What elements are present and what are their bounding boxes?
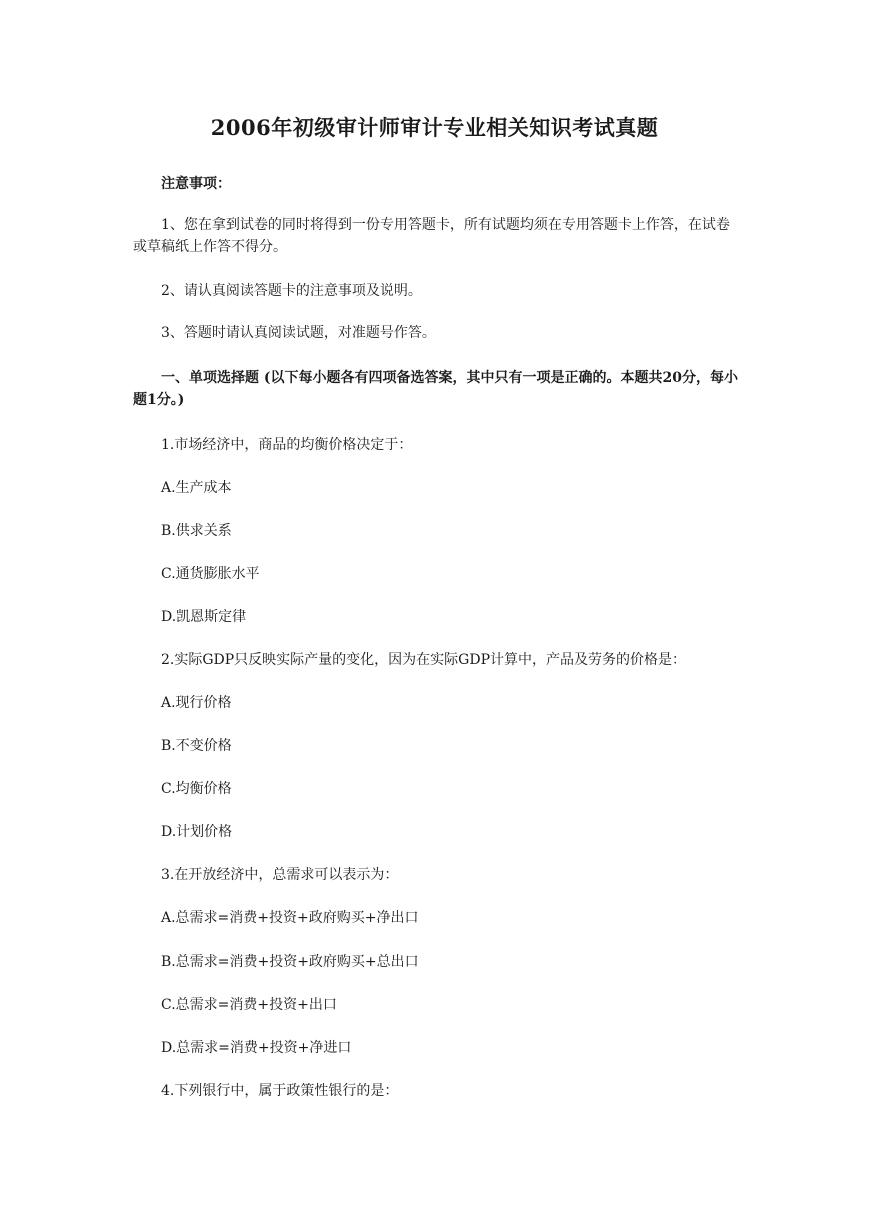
question-option: C.通货膨胀水平 <box>161 566 260 582</box>
question-option: A.总需求=消费+投资+政府购买+净出口 <box>161 910 419 926</box>
question-option: B.总需求=消费+投资+政府购买+总出口 <box>161 954 419 970</box>
question-option: A.生产成本 <box>161 480 232 496</box>
section-heading: 一、单项选择题 (以下每小题各有四项备选答案，其中只有一项是正确的。本题共20分，每小题1分。) <box>133 370 738 408</box>
question-option: B.不变价格 <box>161 738 232 754</box>
notice-item: 2、请认真阅读答题卡的注意事项及说明。 <box>161 283 422 299</box>
question-stem: 1.市场经济中，商品的均衡价格决定于： <box>161 437 413 453</box>
question-stem: 4.下列银行中，属于政策性银行的是： <box>161 1083 399 1099</box>
question-stem: 3.在开放经济中，总需求可以表示为： <box>161 867 399 883</box>
question-option: C.均衡价格 <box>161 781 232 797</box>
notice-heading: 注意事项： <box>161 176 231 192</box>
question-stem: 2.实际GDP只反映实际产量的变化，因为在实际GDP计算中，产品及劳务的价格是： <box>161 652 687 668</box>
question-option: D.总需求=消费+投资+净进口 <box>161 1040 352 1056</box>
notice-item: 1、您在拿到试卷的同时将得到一份专用答题卡，所有试题均须在专用答题卡上作答，在试卷或草稿纸上作答不得分。 <box>133 217 730 255</box>
question-option: B.供求关系 <box>161 523 232 539</box>
notice-item: 3、答题时请认真阅读试题，对准题号作答。 <box>161 325 436 341</box>
question-option: D.凯恩斯定律 <box>161 609 247 625</box>
page-title: 2006年初级审计师审计专业相关知识考试真题 <box>210 115 659 140</box>
question-option: A.现行价格 <box>161 695 232 711</box>
question-option: C.总需求=消费+投资+出口 <box>161 997 337 1013</box>
question-option: D.计划价格 <box>161 824 233 840</box>
